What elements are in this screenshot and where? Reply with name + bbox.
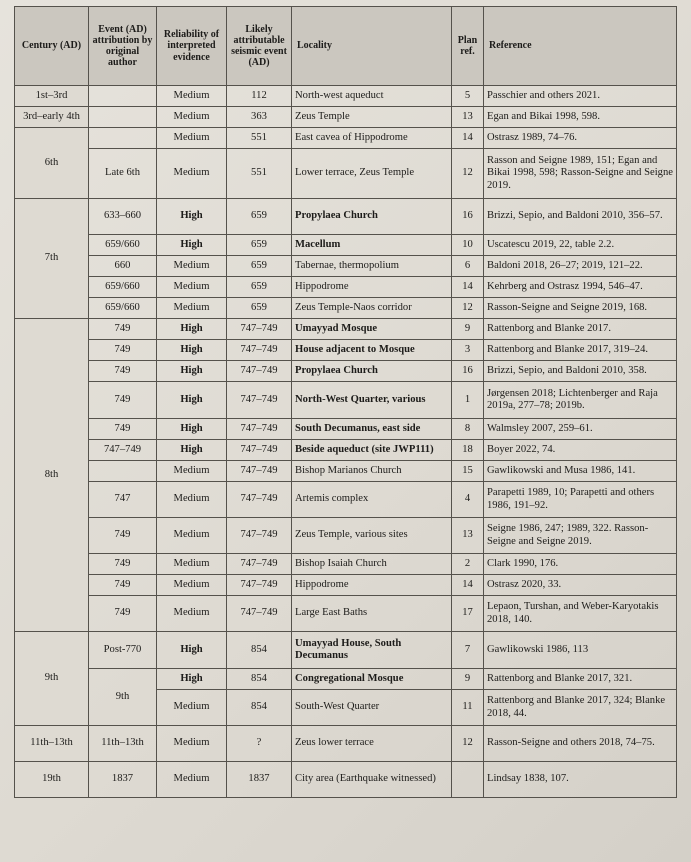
reliability-cell: Medium <box>157 518 227 554</box>
locality-cell: Umayyad House, South Decumanus <box>292 632 452 669</box>
locality-cell: North-West Quarter, various <box>292 382 452 419</box>
event-cell: 749 <box>89 340 157 361</box>
locality-cell: Zeus Temple-Naos corridor <box>292 298 452 319</box>
header-century: Century (AD) <box>15 7 89 86</box>
table-row <box>15 762 677 798</box>
table-row <box>15 632 677 669</box>
reliability-cell: High <box>157 199 227 235</box>
likely-event-cell: 747–749 <box>227 419 292 440</box>
likely-event-cell: 659 <box>227 199 292 235</box>
event-cell: 749 <box>89 554 157 575</box>
event-cell <box>89 128 157 149</box>
table-row <box>15 382 677 419</box>
plan-ref-cell: 14 <box>452 128 484 149</box>
locality-cell: South Decumanus, east side <box>292 419 452 440</box>
locality-cell: Zeus lower terrace <box>292 726 452 762</box>
reference-cell: Rattenborg and Blanke 2017, 324; Blanke 2018, 44. <box>484 690 677 726</box>
table-row <box>15 298 677 319</box>
locality-cell: Large East Baths <box>292 596 452 632</box>
likely-event-cell: 747–749 <box>227 554 292 575</box>
likely-event-cell: 747–749 <box>227 382 292 419</box>
reference-cell: Uscatescu 2019, 22, table 2.2. <box>484 235 677 256</box>
table-row <box>15 340 677 361</box>
reference-cell: Gawlikowski and Musa 1986, 141. <box>484 461 677 482</box>
header-locality: Locality <box>292 7 452 86</box>
table-row <box>15 596 677 632</box>
table-row <box>15 149 677 199</box>
likely-event-cell: 747–749 <box>227 319 292 340</box>
plan-ref-cell: 9 <box>452 319 484 340</box>
plan-ref-cell: 17 <box>452 596 484 632</box>
century-cell: 7th <box>15 199 89 319</box>
table-row <box>15 726 677 762</box>
header-row <box>15 7 677 86</box>
table-row <box>15 669 677 690</box>
event-cell <box>89 107 157 128</box>
likely-event-cell: 747–749 <box>227 461 292 482</box>
plan-ref-cell: 1 <box>452 382 484 419</box>
locality-cell: Beside aqueduct (site JWP111) <box>292 440 452 461</box>
event-cell: Post-770 <box>89 632 157 669</box>
event-cell: 747 <box>89 482 157 518</box>
event-cell: 633–660 <box>89 199 157 235</box>
header-plan-ref: Plan ref. <box>452 7 484 86</box>
reliability-cell: Medium <box>157 554 227 575</box>
likely-event-cell: 747–749 <box>227 482 292 518</box>
table-row <box>15 107 677 128</box>
reliability-cell: Medium <box>157 726 227 762</box>
likely-event-cell: 363 <box>227 107 292 128</box>
likely-event-cell: 659 <box>227 298 292 319</box>
reliability-cell: High <box>157 340 227 361</box>
locality-cell: South-West Quarter <box>292 690 452 726</box>
reference-cell: Ostrasz 2020, 33. <box>484 575 677 596</box>
reliability-cell: High <box>157 440 227 461</box>
reliability-cell: Medium <box>157 298 227 319</box>
event-cell: 749 <box>89 361 157 382</box>
table-row <box>15 575 677 596</box>
likely-event-cell: 747–749 <box>227 596 292 632</box>
header-reliability: Reliability of interpreted evidence <box>157 7 227 86</box>
likely-event-cell: 854 <box>227 690 292 726</box>
century-cell: 6th <box>15 128 89 199</box>
reference-cell: Brizzi, Sepio, and Baldoni 2010, 358. <box>484 361 677 382</box>
plan-ref-cell: 2 <box>452 554 484 575</box>
header-likely-event: Likely attributable seismic event (AD) <box>227 7 292 86</box>
plan-ref-cell: 14 <box>452 575 484 596</box>
event-cell: 11th–13th <box>89 726 157 762</box>
event-cell: 749 <box>89 518 157 554</box>
reliability-cell: Medium <box>157 690 227 726</box>
table-row <box>15 256 677 277</box>
plan-ref-cell: 12 <box>452 726 484 762</box>
reliability-cell: Medium <box>157 149 227 199</box>
reference-cell: Brizzi, Sepio, and Baldoni 2010, 356–57. <box>484 199 677 235</box>
plan-ref-cell: 4 <box>452 482 484 518</box>
event-cell: 749 <box>89 382 157 419</box>
likely-event-cell: 551 <box>227 149 292 199</box>
event-cell: 659/660 <box>89 277 157 298</box>
locality-cell: Tabernae, thermopolium <box>292 256 452 277</box>
plan-ref-cell: 3 <box>452 340 484 361</box>
locality-cell: Congregational Mosque <box>292 669 452 690</box>
likely-event-cell: 551 <box>227 128 292 149</box>
table-row <box>15 419 677 440</box>
likely-event-cell: 747–749 <box>227 518 292 554</box>
reliability-cell: Medium <box>157 107 227 128</box>
locality-cell: City area (Earthquake witnessed) <box>292 762 452 798</box>
locality-cell: Bishop Isaiah Church <box>292 554 452 575</box>
locality-cell: Propylaea Church <box>292 199 452 235</box>
reference-cell: Clark 1990, 176. <box>484 554 677 575</box>
century-cell: 9th <box>15 632 89 726</box>
table-row <box>15 235 677 256</box>
locality-cell: Hippodrome <box>292 575 452 596</box>
event-cell: Late 6th <box>89 149 157 199</box>
reliability-cell: Medium <box>157 762 227 798</box>
plan-ref-cell: 8 <box>452 419 484 440</box>
reference-cell: Ostrasz 1989, 74–76. <box>484 128 677 149</box>
plan-ref-cell: 11 <box>452 690 484 726</box>
reference-cell: Rasson-Seigne and others 2018, 74–75. <box>484 726 677 762</box>
likely-event-cell: 747–749 <box>227 340 292 361</box>
locality-cell: House adjacent to Mosque <box>292 340 452 361</box>
reliability-cell: High <box>157 319 227 340</box>
event-cell: 749 <box>89 596 157 632</box>
reliability-cell: High <box>157 419 227 440</box>
reference-cell: Rattenborg and Blanke 2017, 321. <box>484 669 677 690</box>
locality-cell: Lower terrace, Zeus Temple <box>292 149 452 199</box>
event-cell: 1837 <box>89 762 157 798</box>
reliability-cell: Medium <box>157 277 227 298</box>
event-cell <box>89 461 157 482</box>
reliability-cell: Medium <box>157 256 227 277</box>
table-row <box>15 319 677 340</box>
header-event: Event (AD) attribution by original author <box>89 7 157 86</box>
event-cell: 660 <box>89 256 157 277</box>
likely-event-cell: 659 <box>227 277 292 298</box>
plan-ref-cell: 16 <box>452 361 484 382</box>
likely-event-cell: 112 <box>227 86 292 107</box>
likely-event-cell: 659 <box>227 235 292 256</box>
table-row <box>15 440 677 461</box>
likely-event-cell: 747–749 <box>227 440 292 461</box>
reference-cell: Kehrberg and Ostrasz 1994, 546–47. <box>484 277 677 298</box>
likely-event-cell: 1837 <box>227 762 292 798</box>
reference-cell: Egan and Bikai 1998, 598. <box>484 107 677 128</box>
plan-ref-cell: 13 <box>452 518 484 554</box>
reference-cell: Lepaon, Turshan, and Weber-Karyotakis 2018, 140. <box>484 596 677 632</box>
reliability-cell: High <box>157 632 227 669</box>
locality-cell: Zeus Temple <box>292 107 452 128</box>
plan-ref-cell: 7 <box>452 632 484 669</box>
reliability-cell: Medium <box>157 128 227 149</box>
reference-cell: Gawlikowski 1986, 113 <box>484 632 677 669</box>
reliability-cell: High <box>157 382 227 419</box>
table-row <box>15 86 677 107</box>
reliability-cell: Medium <box>157 482 227 518</box>
event-cell: 749 <box>89 319 157 340</box>
table-row <box>15 361 677 382</box>
century-cell: 19th <box>15 762 89 798</box>
reference-cell: Seigne 1986, 247; 1989, 322. Rasson-Seigne and Seigne 2019. <box>484 518 677 554</box>
table-row <box>15 199 677 235</box>
reference-cell: Rattenborg and Blanke 2017. <box>484 319 677 340</box>
plan-ref-cell: 5 <box>452 86 484 107</box>
plan-ref-cell: 9 <box>452 669 484 690</box>
plan-ref-cell: 12 <box>452 298 484 319</box>
plan-ref-cell: 12 <box>452 149 484 199</box>
likely-event-cell: ? <box>227 726 292 762</box>
reliability-cell: Medium <box>157 596 227 632</box>
plan-ref-cell: 15 <box>452 461 484 482</box>
plan-ref-cell: 6 <box>452 256 484 277</box>
locality-cell: Zeus Temple, various sites <box>292 518 452 554</box>
reliability-cell: Medium <box>157 461 227 482</box>
table-row <box>15 554 677 575</box>
plan-ref-cell: 13 <box>452 107 484 128</box>
reliability-cell: Medium <box>157 86 227 107</box>
table-row <box>15 277 677 298</box>
reliability-cell: High <box>157 235 227 256</box>
reference-cell: Baldoni 2018, 26–27; 2019, 121–22. <box>484 256 677 277</box>
reference-cell: Jørgensen 2018; Lichtenberger and Raja 2019a, 277–78; 2019b. <box>484 382 677 419</box>
locality-cell: North-west aqueduct <box>292 86 452 107</box>
event-cell: 659/660 <box>89 298 157 319</box>
reliability-cell: High <box>157 669 227 690</box>
locality-cell: East cavea of Hippodrome <box>292 128 452 149</box>
likely-event-cell: 854 <box>227 669 292 690</box>
century-cell: 8th <box>15 319 89 632</box>
header-reference: Reference <box>484 7 677 86</box>
reference-cell: Walmsley 2007, 259–61. <box>484 419 677 440</box>
reference-cell: Rasson-Seigne and Seigne 2019, 168. <box>484 298 677 319</box>
event-cell: 9th <box>89 669 157 726</box>
likely-event-cell: 659 <box>227 256 292 277</box>
reference-cell: Lindsay 1838, 107. <box>484 762 677 798</box>
reference-cell: Rattenborg and Blanke 2017, 319–24. <box>484 340 677 361</box>
table-row <box>15 461 677 482</box>
reference-cell: Rasson and Seigne 1989, 151; Egan and Bikai 1998, 598; Rasson-Seigne and Seigne 2019. <box>484 149 677 199</box>
century-cell: 3rd–early 4th <box>15 107 89 128</box>
likely-event-cell: 747–749 <box>227 361 292 382</box>
seismic-events-table <box>14 6 677 798</box>
likely-event-cell: 747–749 <box>227 575 292 596</box>
locality-cell: Hippodrome <box>292 277 452 298</box>
locality-cell: Macellum <box>292 235 452 256</box>
plan-ref-cell: 14 <box>452 277 484 298</box>
reliability-cell: Medium <box>157 575 227 596</box>
locality-cell: Artemis complex <box>292 482 452 518</box>
event-cell: 749 <box>89 419 157 440</box>
locality-cell: Propylaea Church <box>292 361 452 382</box>
plan-ref-cell <box>452 762 484 798</box>
locality-cell: Bishop Marianos Church <box>292 461 452 482</box>
plan-ref-cell: 16 <box>452 199 484 235</box>
reference-cell: Parapetti 1989, 10; Parapetti and others 1986, 191–92. <box>484 482 677 518</box>
event-cell <box>89 86 157 107</box>
century-cell: 11th–13th <box>15 726 89 762</box>
event-cell: 747–749 <box>89 440 157 461</box>
table-row <box>15 518 677 554</box>
reliability-cell: High <box>157 361 227 382</box>
table-row <box>15 128 677 149</box>
plan-ref-cell: 18 <box>452 440 484 461</box>
likely-event-cell: 854 <box>227 632 292 669</box>
table-row <box>15 482 677 518</box>
event-cell: 659/660 <box>89 235 157 256</box>
event-cell: 749 <box>89 575 157 596</box>
reference-cell: Passchier and others 2021. <box>484 86 677 107</box>
reference-cell: Boyer 2022, 74. <box>484 440 677 461</box>
plan-ref-cell: 10 <box>452 235 484 256</box>
locality-cell: Umayyad Mosque <box>292 319 452 340</box>
century-cell: 1st–3rd <box>15 86 89 107</box>
